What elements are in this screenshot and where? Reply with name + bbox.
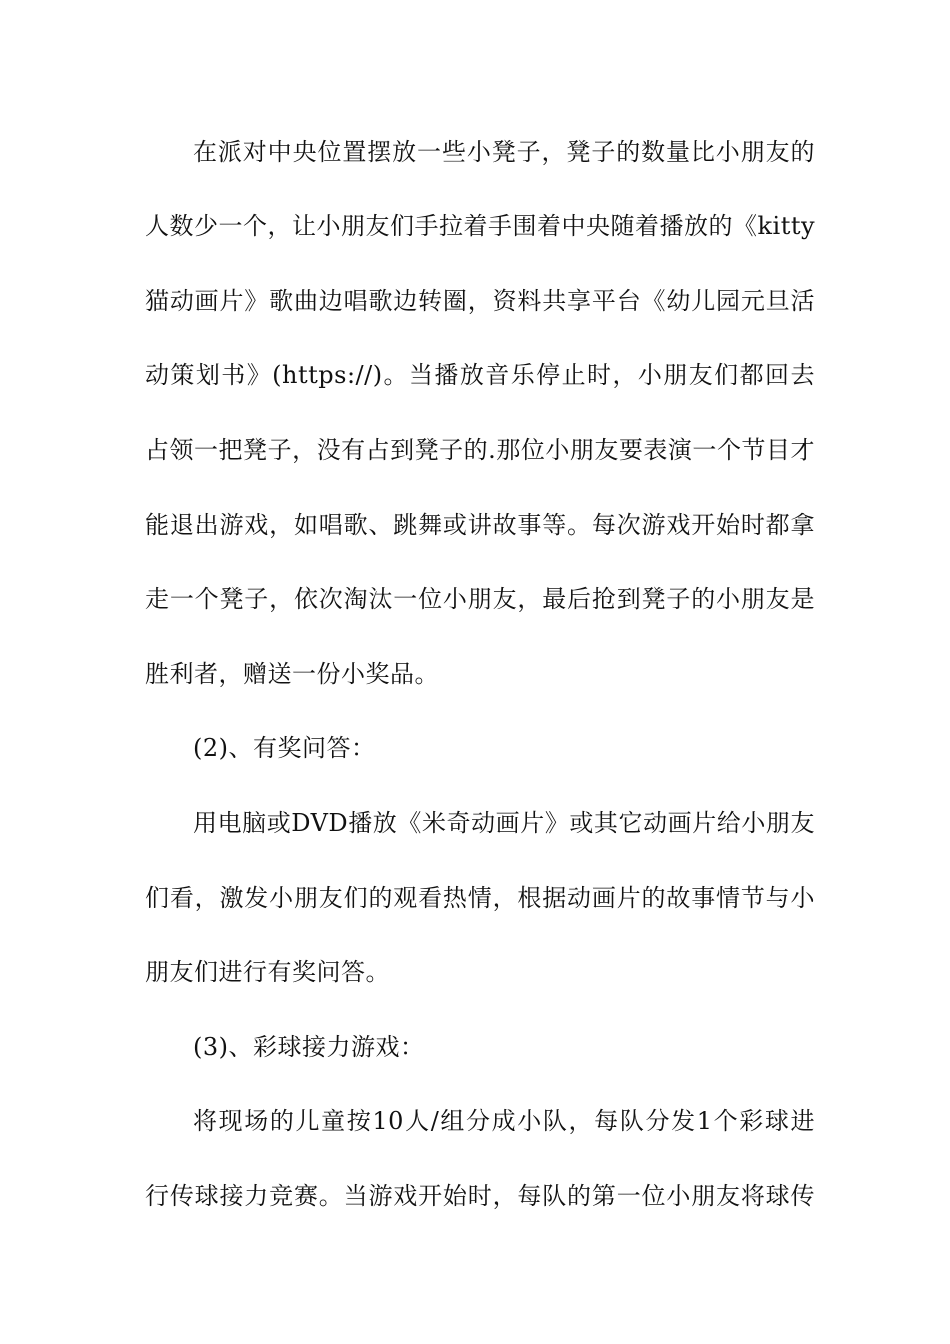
paragraph-line: 朋友们进行有奖问答。 <box>145 958 390 986</box>
section-heading: (3)、彩球接力游戏： <box>193 1033 425 1061</box>
paragraph-line: 能退出游戏，如唱歌、跳舞或讲故事等。每次游戏开始时都拿 <box>145 511 815 539</box>
paragraph-line: 们看，激发小朋友们的观看热情，根据动画片的故事情节与小 <box>145 884 815 912</box>
paragraph-line: 人数少一个，让小朋友们手拉着手围着中央随着播放的《kitty <box>145 212 816 240</box>
section-heading: (2)、有奖问答： <box>193 734 376 762</box>
paragraph-line: 在派对中央位置摆放一些小凳子，凳子的数量比小朋友的 <box>193 138 815 166</box>
paragraph-line: 将现场的儿童按10人/组分成小队，每队分发1个彩球进 <box>193 1107 815 1135</box>
paragraph-line: 动策划书》(https://)。当播放音乐停止时，小朋友们都回去 <box>145 361 815 389</box>
paragraph-line: 胜利者，赠送一份小奖品。 <box>145 660 439 688</box>
paragraph-line: 占领一把凳子，没有占到凳子的.那位小朋友要表演一个节目才 <box>145 436 815 464</box>
paragraph-line: 走一个凳子，依次淘汰一位小朋友，最后抢到凳子的小朋友是 <box>145 585 815 613</box>
paragraph-line: 猫动画片》歌曲边唱歌边转圈，资料共享平台《幼儿园元旦活 <box>145 287 815 315</box>
paragraph-line: 用电脑或DVD播放《米奇动画片》或其它动画片给小朋友 <box>193 809 815 837</box>
paragraph-line: 行传球接力竞赛。当游戏开始时，每队的第一位小朋友将球传 <box>145 1182 815 1210</box>
